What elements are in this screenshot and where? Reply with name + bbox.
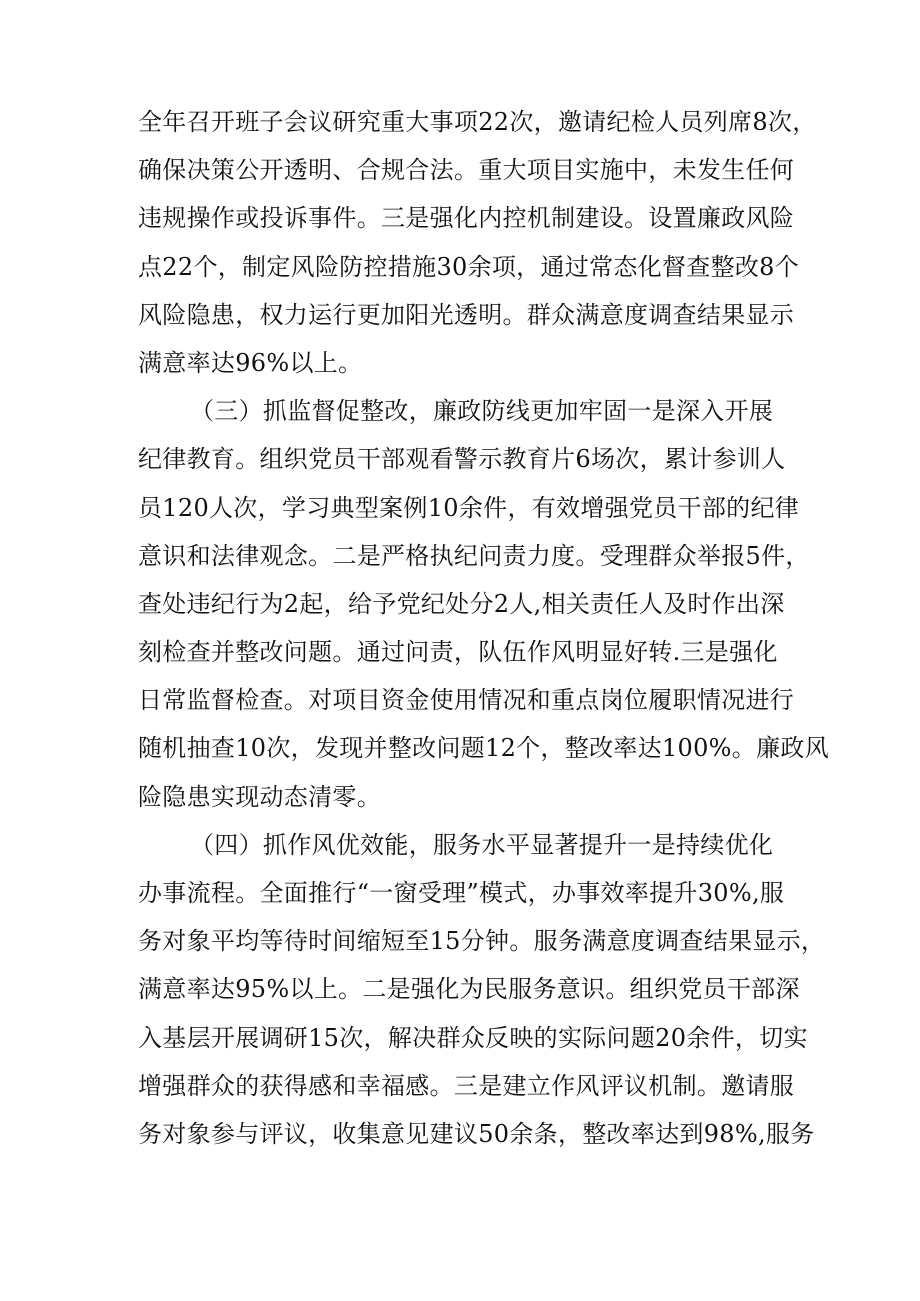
text-line: 办事流程。全面推行“一窗受理”模式，办事效率提升30%,服 <box>138 879 785 907</box>
text-line: 全年召开班子会议研究重大事项22次，邀请纪检人员列席8次， <box>138 108 817 136</box>
text-line: 满意率达96%以上。 <box>138 348 363 377</box>
text-line: 意识和法律观念。二是严格执纪问责力度。受理群众举报5件， <box>138 541 810 570</box>
text-line: 纪律教育。组织党员干部观看警示教育片6场次，累计参训人 <box>138 445 786 474</box>
text-line: 风险隐患，权力运行更加阳光透明。群众满意度调查结果显示 <box>138 300 795 329</box>
text-line: 刻检查并整改问题。通过问责，队伍作风明显好转.三是强化 <box>138 638 778 667</box>
text-line: 险隐患实现动态清零。 <box>138 782 381 811</box>
body-text <box>138 98 829 1158</box>
text-line: 点22个，制定风险防控措施30余项，通过常态化督查整改8个 <box>138 252 800 281</box>
text-line: 满意率达95%以上。二是强化为民服务意识。组织党员干部深 <box>138 975 800 1004</box>
paragraph-first-line: （四）抓作风优效能，服务水平显著提升一是持续优化 <box>190 830 774 859</box>
text-line: 务对象平均等待时间缩短至15分钟。服务满意度调查结果显示， <box>138 927 826 956</box>
paragraph-first-line: （三）抓监督促整改，廉政防线更加牢固一是深入开展 <box>190 397 774 426</box>
text-line: 确保决策公开透明、合规合法。重大项目实施中，未发生任何 <box>138 156 795 185</box>
text-line: 入基层开展调研15次，解决群众反映的实际问题20余件，切实 <box>138 1023 808 1052</box>
text-line: 日常监督检查。对项目资金使用情况和重点岗位履职情况进行 <box>138 686 795 715</box>
text-line: 务对象参与评议，收集意见建议50余条，整改率达到98%,服务 <box>138 1119 815 1148</box>
text-line: 增强群众的获得感和幸福感。三是建立作风评议机制。邀请服 <box>138 1071 795 1100</box>
text-line: 违规操作或投诉事件。三是强化内控机制建设。设置廉政风险 <box>138 204 795 233</box>
text-line: 查处违纪行为2起，给予党纪处分2人,相关责任人及时作出深 <box>138 589 785 618</box>
text-line: 随机抽查10次，发现并整改问题12个，整改率达100%。廉政风 <box>138 734 829 763</box>
text-line: 员120人次，学习典型案例10余件，有效增强党员干部的纪律 <box>138 493 800 522</box>
